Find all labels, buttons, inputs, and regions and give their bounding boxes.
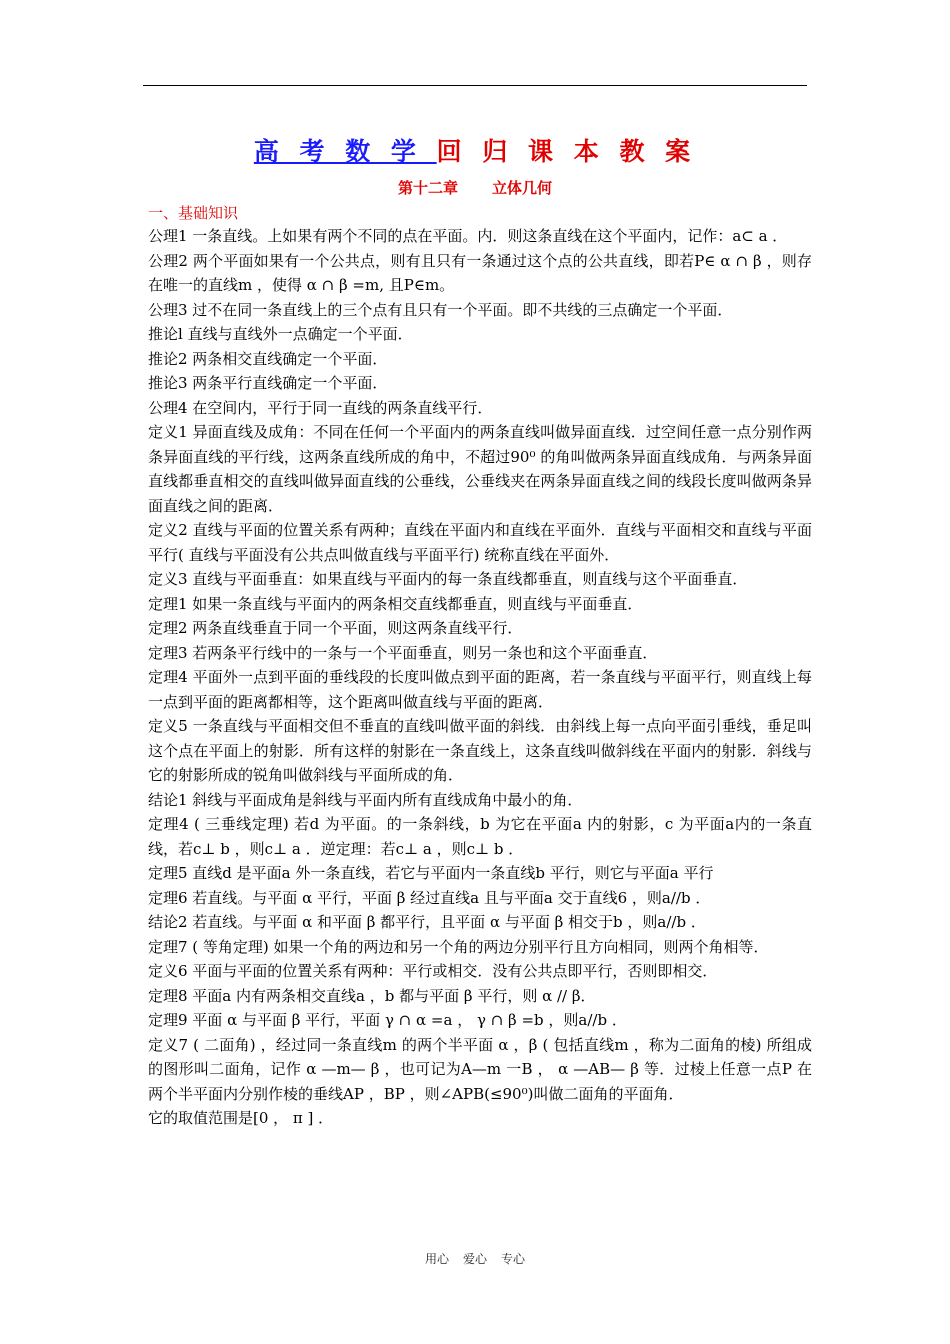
chapter-heading (0, 177, 950, 198)
paragraph: 定理3 若两条平行线中的一条与一个平面垂直，则另一条也和这个平面垂直． (148, 643, 658, 662)
paragraph: 定义1 异面直线及成角：不同在任何一个平面内的两条直线叫做异面直线．过空间任意一点分别作两条异面直线的平行线，这两条直线所成的角中，不超过90⁰ 的角叫做两条异面直线成角．与两条异面直线都垂直相交的直线叫做异面直线的公垂线，公垂线夹在两条异面直线之间的线段长度叫做两条异面直线之间的距离． (148, 423, 812, 515)
paragraph: 定义6 平面与平面的位置关系有两种：平行或相交．没有公共点即平行，否则即相交． (148, 962, 718, 980)
document-body (148, 224, 812, 1131)
paragraph: 公理1 一条直线。上如果有两个不同的点在平面。内．则这条直线在这个平面内，记作：a⊂ a ． (148, 227, 788, 245)
footer-text: 爱心 (462, 1252, 487, 1266)
header-rule (143, 85, 807, 86)
paragraph: 定理1 如果一条直线与平面内的两条相交直线都垂直，则直线与平面垂直． (148, 594, 643, 613)
paragraph: 定理6 若直线。与平面 α 平行，平面 β 经过直线a 且与平面a 交于直线6 ，则a//b ． (148, 888, 711, 907)
footer-text: 专心 (501, 1252, 526, 1266)
chapter-number: 第十二章 (397, 179, 458, 197)
paragraph: 它的取值范围是[0 ， π ] ． (148, 1109, 334, 1127)
paragraph: 定义7 ( 二面角) ，经过同一条直线m 的两个半平面 α ，β ( 包括直线m ，称为二面角的棱) 所组成的图形叫二面角，记作 α —m— β ，也可记为A—m 一B ， α —AB— β 等．过棱上任意一点P 在两个半平面内分别作棱的垂线AP ，BP ，则∠APB(≤90⁰)叫做二面角的平面角． (148, 1035, 812, 1103)
paragraph: 定理2 两条直线垂直于同一个平面，则这两条直线平行． (148, 619, 523, 637)
page-title (0, 132, 950, 168)
paragraph: 定义3 直线与平面垂直：如果直线与平面内的每一条直线都垂直，则直线与这个平面垂直． (148, 570, 748, 588)
paragraph: 定义2 直线与平面的位置关系有两种；直线在平面内和直线在平面外．直线与平面相交和直线与平面平行( 直线与平面没有公共点叫做直线与平面平行) 统称直线在平面外． (148, 521, 812, 564)
chapter-title: 立体几何 (492, 179, 553, 197)
paragraph: 定理7 ( 等角定理) 如果一个角的两边和另一个角的两边分别平行且方向相同，则两个角相等． (148, 937, 769, 956)
title-text: 回 归 课 本 教 案 (436, 137, 697, 166)
paragraph: 定理4 ( 三垂线定理) 若d 为平面。的一条斜线，b 为它在平面a 内的射影，c 为平面a内的一条直线，若c⊥ b ，则c⊥ a ．逆定理：若c⊥ a ，则c⊥ b ． (148, 815, 812, 858)
title-link[interactable]: 高 考 数 学 (253, 137, 437, 166)
paragraph: 定理5 直线d 是平面a 外一条直线，若它与平面内一条直线b 平行，则它与平面a 平行 (148, 864, 714, 882)
paragraph: 公理2 两个平面如果有一个公共点，则有且只有一条通过这个点的公共直线，即若P∈ α ∩ β ，则存在唯一的直线m ，使得 α ∩ β =m, 且P∈m。 (148, 251, 812, 294)
paragraph: 推论l 直线与直线外一点确定一个平面． (148, 325, 413, 343)
paragraph: 推论3 两条平行直线确定一个平面． (148, 374, 388, 392)
paragraph: 结论1 斜线与平面成角是斜线与平面内所有直线成角中最小的角． (148, 790, 583, 809)
paragraph: 定理9 平面 α 与平面 β 平行，平面 γ ∩ α =a ， γ ∩ β =b ，则a//b ． (148, 1011, 627, 1029)
paragraph: 定理8 平面a 内有两条相交直线a ，b 都与平面 β 平行，则 α // β． (148, 986, 596, 1005)
footer-text: 用心 (424, 1252, 449, 1266)
paragraph: 推论2 两条相交直线确定一个平面． (148, 349, 388, 368)
page-footer (0, 1250, 950, 1267)
paragraph: 结论2 若直线。与平面 α 和平面 β 都平行，且平面 α 与平面 β 相交于b ，则a//b ． (148, 913, 706, 931)
paragraph: 定理4 平面外一点到平面的垂线段的长度叫做点到平面的距离，若一条直线与平面平行，则直线上每一点到平面的距离都相等，这个距离叫做直线与平面的距离． (148, 668, 812, 711)
paragraph: 公理4 在空间内，平行于同一直线的两条直线平行． (148, 398, 493, 417)
paragraph: 定义5 一条直线与平面相交但不垂直的直线叫做平面的斜线．由斜线上每一点向平面引垂线，垂足叫这个点在平面上的射影．所有这样的射影在一条直线上，这条直线叫做斜线在平面内的射影．斜线与它的射影所成的锐角叫做斜线与平面所成的角． (148, 717, 812, 784)
paragraph: 公理3 过不在同一条直线上的三个点有且只有一个平面。即不共线的三点确定一个平面． (148, 300, 733, 319)
section-heading: 一、基础知识 (148, 204, 239, 222)
